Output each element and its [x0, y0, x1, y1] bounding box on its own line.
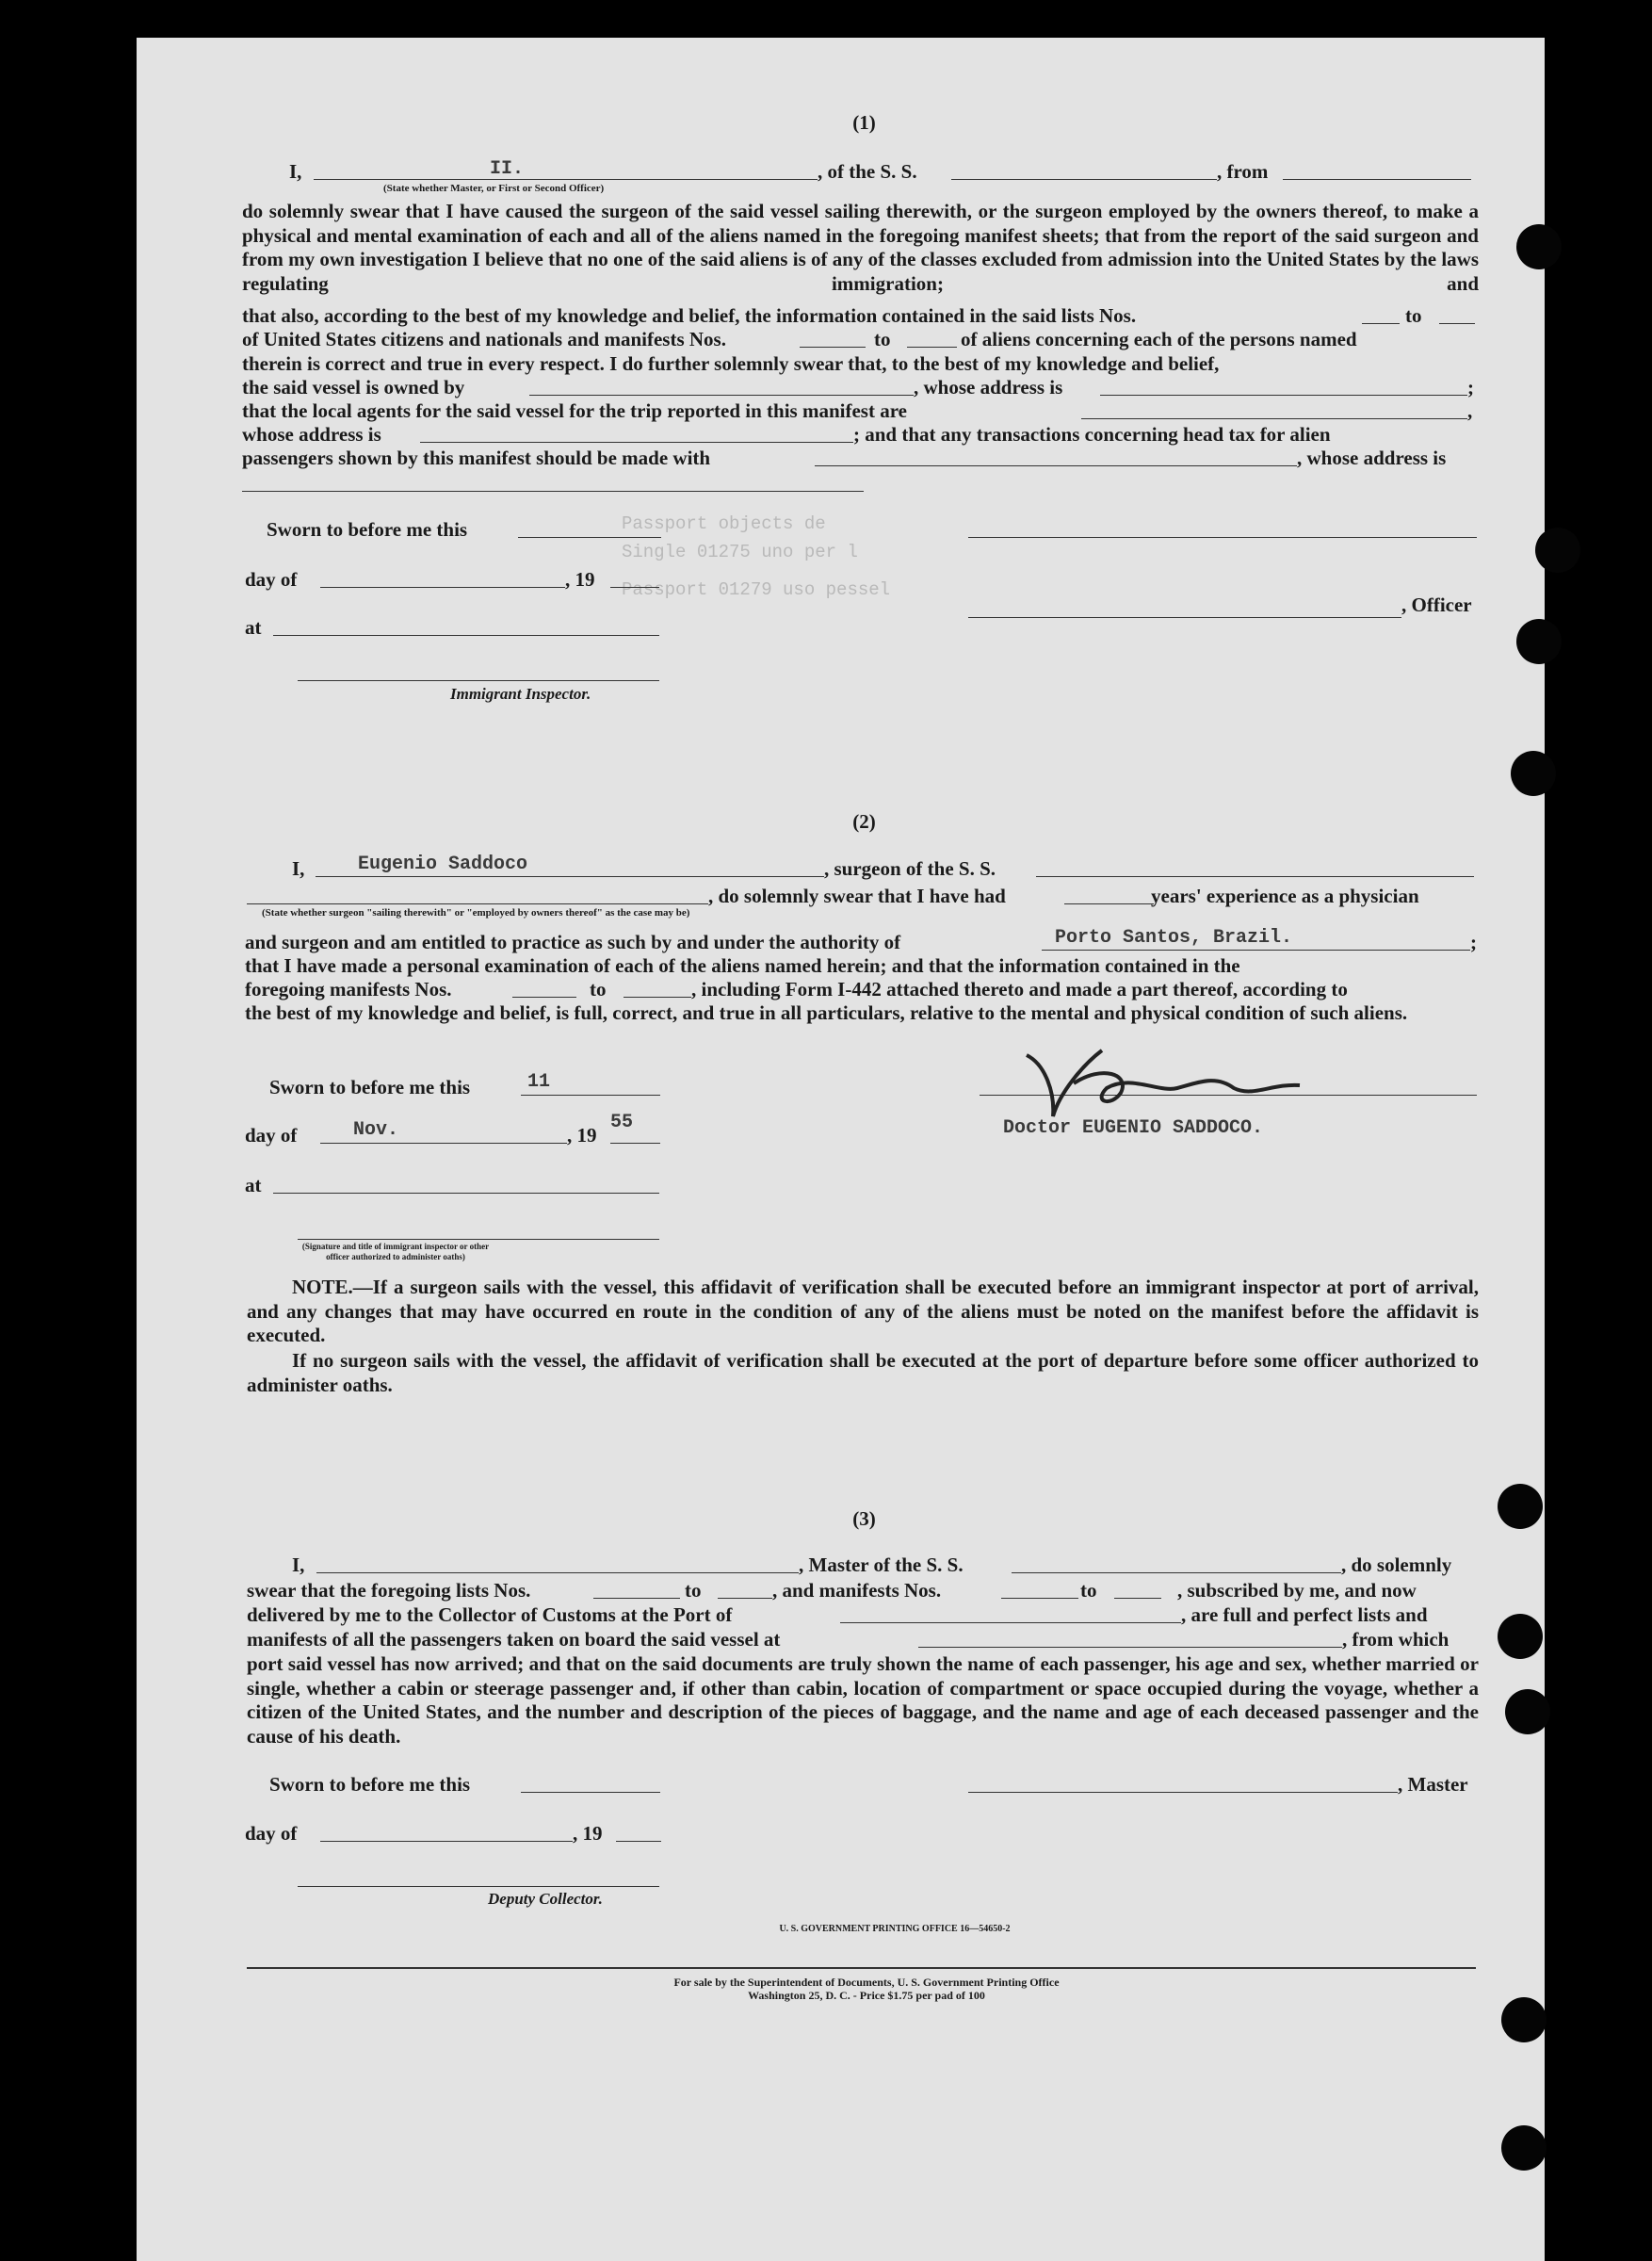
s2-exam: that I have made a personal examination of each of the aliens named herein; and that the information contained in the — [245, 954, 1240, 977]
s1-lists-to-line — [1439, 323, 1475, 324]
s2-manifests-line — [512, 997, 576, 998]
s1-agents-text: that the local agents for the said vessel for the trip reported in this manifest are — [242, 399, 907, 422]
s2-note1-text: —If a surgeon sails with the vessel, this affidavit of verification shall be executed before an immigrant inspector at port of arrival, and any changes that may have occurred en route in the condition of any of the aliens must be noted on the manifest before the affidavit is executed. — [247, 1276, 1479, 1346]
s2-year-line — [610, 1143, 660, 1144]
s1-citizens-to: to — [874, 328, 891, 350]
s1-at-line — [273, 635, 659, 636]
s3-swear-to: to — [685, 1579, 702, 1602]
s3-master: , Master — [1398, 1773, 1468, 1796]
bleed-through-text: Passport 01279 uso pessel — [622, 579, 891, 600]
s1-officer-sig-line — [968, 537, 1477, 538]
s2-surgeon-of: , surgeon of the S. S. — [824, 857, 996, 880]
s3-swear-to2: to — [1080, 1579, 1097, 1602]
s3-year: , 19 — [573, 1822, 603, 1845]
s1-whose-line — [420, 442, 853, 443]
s2-note-label: NOTE. — [292, 1276, 353, 1298]
s1-lists-line — [1362, 323, 1400, 324]
s2-years: years' experience as a physician — [1151, 885, 1419, 907]
s2-swear: , do solemnly swear that I have had — [708, 885, 1006, 907]
s2-at: at — [245, 1174, 262, 1196]
gpo-imprint: U. S. GOVERNMENT PRINTING OFFICE 16—54650-2 — [779, 1924, 1011, 1934]
s1-officer-fill: II. — [490, 158, 525, 180]
s2-sailing-line — [247, 903, 708, 904]
s1-citizens-end: of aliens concerning each of the persons named — [961, 328, 1357, 350]
s1-ss-line — [951, 179, 1217, 180]
s1-paragraph: do solemnly swear that I have caused the surgeon of the said vessel sailing therewith, or the surgeon employed by the owners thereof, to make a physical and mental examination of each and all of the aliens named in the foregoing manifest sheets; that from the report of the said surgeon and from my own investigation I believe that no one of the said aliens is of any of the classes excluded from admission into the United States by the laws regulating immigration; and — [242, 200, 1479, 295]
s1-whose-end: ; and that any transactions concerning head tax for alien — [853, 423, 1331, 446]
bleed-through-text: Single 01275 uno per l — [622, 542, 858, 562]
s2-year-fill: 55 — [610, 1112, 634, 1133]
s1-sworn: Sworn to before me this — [267, 518, 468, 541]
s3-i-label: I, — [292, 1553, 305, 1576]
s3-year-line — [616, 1841, 661, 1842]
s2-dayof: day of — [245, 1124, 298, 1147]
s1-owned-addr: , whose address is — [914, 376, 1063, 399]
binder-hole-icon — [1516, 224, 1562, 269]
s2-note-small: (State whether surgeon "sailing therewith" or "employed by owners thereof" as the case may be) — [262, 907, 690, 919]
s1-sworn-line — [518, 537, 661, 538]
s1-lists-text: that also, according to the best of my knowledge and belief, the information contained in the said lists Nos. — [242, 304, 1137, 327]
s1-owned-addr-line — [1100, 395, 1467, 396]
binder-hole-icon — [1498, 1614, 1543, 1659]
section1-number: (1) — [852, 111, 876, 134]
bleed-through-text: Passport objects de — [622, 513, 826, 534]
s2-authority-line — [1042, 950, 1470, 951]
s1-agents-line — [1081, 418, 1467, 419]
section3-number: (3) — [852, 1507, 876, 1530]
s1-officer-label: , Officer — [1401, 594, 1472, 616]
s3-delivered-end: , are full and perfect lists and — [1181, 1603, 1428, 1626]
s3-deputy-line — [298, 1886, 659, 1887]
s2-surgeon-line — [316, 876, 824, 877]
s3-master-line — [316, 1572, 799, 1573]
s1-correct-text: therein is correct and true in every respect. I do further solemnly swear that, to the best of my knowledge and belief, — [242, 352, 1220, 375]
s2-sworn: Sworn to before me this — [269, 1076, 471, 1098]
binder-hole-icon — [1516, 619, 1562, 664]
s3-swear-line1 — [593, 1598, 680, 1599]
s2-note1 — [247, 1276, 1479, 1348]
s2-dayof-line — [320, 1143, 567, 1144]
s1-comma: , — [1467, 399, 1473, 422]
s2-years-line — [1064, 903, 1154, 904]
s1-pass-text: passengers shown by this manifest should be made with — [242, 447, 711, 469]
s2-sig-note-line — [298, 1239, 659, 1240]
s3-sworn-line — [521, 1792, 660, 1793]
s3-swear-line3 — [1001, 1598, 1078, 1599]
s1-of-ss-label: , of the S. S. — [818, 160, 917, 183]
s1-inspector-line — [298, 680, 659, 681]
s2-year: , 19 — [567, 1124, 597, 1147]
binder-hole-icon — [1498, 1484, 1543, 1529]
binder-hole-icon — [1511, 751, 1556, 796]
s1-citizens-text: of United States citizens and nationals and manifests Nos. — [242, 328, 726, 350]
s3-swear-line2 — [718, 1598, 772, 1599]
s1-year-line — [610, 587, 659, 588]
s1-officer-note: (State whether Master, or First or Second Officer) — [383, 183, 605, 194]
s1-pass-end: , whose address is — [1297, 447, 1447, 469]
s3-dayof: day of — [245, 1822, 298, 1845]
s2-at-line — [273, 1193, 659, 1194]
binder-hole-icon — [1535, 528, 1580, 573]
section2-number: (2) — [852, 810, 876, 833]
s3-solemnly: , do solemnly — [1341, 1553, 1452, 1576]
s3-deputy: Deputy Collector. — [488, 1890, 603, 1908]
s3-swear-line4 — [1114, 1598, 1161, 1599]
s1-dayof-line — [320, 587, 565, 588]
s2-authority: and surgeon and am entitled to practice as such by and under the authority of — [245, 931, 901, 953]
s2-doctor: Doctor EUGENIO SADDOCO. — [1003, 1117, 1264, 1139]
binder-hole-icon — [1505, 1689, 1550, 1734]
s2-surgeon-name: Eugenio Saddoco — [358, 854, 528, 875]
s3-delivered: delivered by me to the Collector of Customs at the Port of — [247, 1603, 733, 1626]
s1-inspector: Immigrant Inspector. — [450, 685, 591, 703]
s3-dayof-line — [320, 1841, 573, 1842]
s2-best: the best of my knowledge and belief, is full, correct, and true in all particulars, relative to the mental and physical condition of such aliens. — [245, 1001, 1408, 1024]
s2-ss-line — [1036, 876, 1474, 877]
s3-master-sig-line — [968, 1792, 1398, 1793]
s1-owned-text: the said vessel is owned by — [242, 376, 465, 399]
s3-port: port said vessel has now arrived; and that on the said documents are truly shown the name of each passenger, his age and sex, whether married or single, whether a cabin or steerage passenger and, if other than cabin, location of compartment or space occupied during the voyage, whether a citizen of the United States, and the number and description of the pieces of baggage, and the name and age of each deceased passenger and the cause of his death. — [247, 1652, 1479, 1748]
s3-manifests-end: , from which — [1342, 1628, 1450, 1651]
s1-i-label: I, — [289, 160, 302, 183]
s3-manifests: manifests of all the passengers taken on board the said vessel at — [247, 1628, 781, 1651]
s2-manifests: foregoing manifests Nos. — [245, 978, 452, 1000]
s2-sig-note: (Signature and title of immigrant inspector or other officer authorized to administer oaths) — [301, 1242, 490, 1261]
s1-officer-line2 — [968, 617, 1401, 618]
s2-manifests-end: , including Form I-442 attached thereto and made a part thereof, according to — [691, 978, 1348, 1000]
s1-dayof: day of — [245, 568, 298, 591]
s1-lists-to: to — [1405, 304, 1422, 327]
binder-hole-icon — [1501, 1997, 1547, 2042]
s1-officer-line — [314, 179, 818, 180]
sale-line-1: For sale by the Superintendent of Documents, U. S. Government Printing Office — [673, 1976, 1060, 1989]
s2-sworn-day: 11 — [527, 1071, 551, 1093]
s2-manifests-to-line — [624, 997, 691, 998]
sale-line-2: Washington 25, D. C. - Price $1.75 per pad of 100 — [748, 1989, 985, 2002]
s2-month: Nov. — [353, 1119, 399, 1141]
signature-icon — [1017, 1036, 1319, 1121]
s2-note2: If no surgeon sails with the vessel, the affidavit of verification shall be executed at the port of departure before some officer authorized to administer oaths. — [247, 1349, 1479, 1396]
s1-owned-line — [529, 395, 914, 396]
s1-addr-line — [242, 491, 864, 492]
s1-whose-text: whose address is — [242, 423, 381, 446]
s1-from-label: , from — [1217, 160, 1269, 183]
s1-citizens-line — [800, 347, 866, 348]
s3-master-of: , Master of the S. S. — [799, 1553, 964, 1576]
s2-semicolon: ; — [1470, 931, 1477, 953]
s3-manifests-line — [918, 1647, 1342, 1648]
s3-swear: swear that the foregoing lists Nos. — [247, 1579, 531, 1602]
s1-year: , 19 — [565, 568, 595, 591]
s3-sworn: Sworn to before me this — [269, 1773, 471, 1796]
s3-swear-mid: , and manifests Nos. — [772, 1579, 942, 1602]
s1-semicolon: ; — [1467, 376, 1474, 399]
s1-at: at — [245, 616, 262, 639]
s1-from-line — [1283, 179, 1471, 180]
s2-i-label: I, — [292, 857, 305, 880]
s3-swear-end: , subscribed by me, and now — [1177, 1579, 1417, 1602]
s2-manifests-to: to — [590, 978, 607, 1000]
binder-hole-icon — [1501, 2125, 1547, 2171]
s1-citizens-to-line — [907, 347, 957, 348]
s3-delivered-line — [840, 1622, 1181, 1623]
s2-authority-fill: Porto Santos, Brazil. — [1055, 927, 1293, 949]
footer-rule — [247, 1967, 1476, 1969]
s3-ss-line — [1012, 1572, 1341, 1573]
s2-sworn-line — [521, 1095, 660, 1096]
s1-pass-line — [815, 465, 1297, 466]
